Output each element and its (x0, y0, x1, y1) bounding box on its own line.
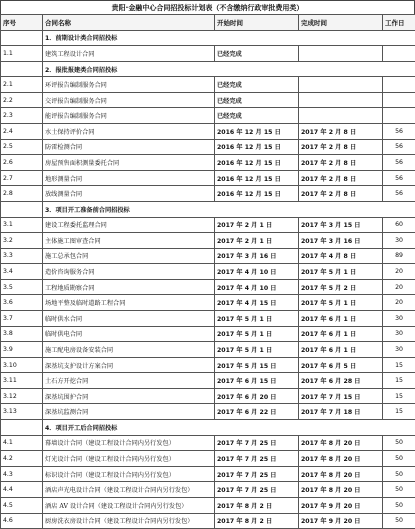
table-row (1, 248, 415, 264)
table-row (1, 279, 415, 295)
table-row (1, 124, 415, 140)
row-end-time: 2017 年 2 月 8 日 (299, 124, 383, 140)
row-contract-name: 临时供电合同 (43, 326, 215, 342)
row-end-time: 2017 年 9 月 20 日 (299, 497, 383, 513)
row-seq: 3.2 (1, 233, 43, 249)
row-end-time: 2017 年 5 月 1 日 (299, 264, 383, 280)
row-contract-name: 场地平整及临时道路工程合同 (43, 295, 215, 311)
row-start-time: 2016 年 12 月 15 日 (215, 186, 299, 202)
section-seq-cell (1, 420, 43, 436)
row-workdays: 60 (383, 217, 415, 233)
row-start-time: 已经完成 (215, 46, 299, 62)
row-end-time (299, 92, 383, 108)
row-contract-name: 房屋预售面积测量委托合同 (43, 155, 215, 171)
row-start-time: 2017 年 7 月 25 日 (215, 482, 299, 498)
table-row (1, 46, 415, 62)
row-start-time: 2017 年 5 月 1 日 (215, 310, 299, 326)
section-seq-cell (1, 30, 43, 46)
row-start-time: 2017 年 6 月 15 日 (215, 373, 299, 389)
table-row (1, 264, 415, 280)
row-seq: 2.6 (1, 155, 43, 171)
table-row (1, 404, 415, 420)
row-end-time: 2017 年 6 月 1 日 (299, 326, 383, 342)
row-workdays: 15 (383, 388, 415, 404)
row-workdays: 56 (383, 155, 415, 171)
row-workdays: 15 (383, 373, 415, 389)
row-start-time: 2017 年 6 月 22 日 (215, 404, 299, 420)
row-contract-name: 厨房洗衣房设计合同（建设工程设计合同内另行发包） (43, 513, 215, 529)
section-row (1, 61, 415, 77)
header-end-time: 完成时间 (299, 15, 383, 31)
table-row (1, 373, 415, 389)
row-contract-name: 交评报告编制服务合同 (43, 92, 215, 108)
row-workdays: 30 (383, 342, 415, 358)
section-seq-cell (1, 201, 43, 217)
row-contract-name: 环评报告编制服务合同 (43, 77, 215, 93)
row-workdays (383, 92, 415, 108)
row-seq: 3.13 (1, 404, 43, 420)
row-seq: 4.2 (1, 451, 43, 467)
row-end-time: 2017 年 3 月 15 日 (299, 217, 383, 233)
row-start-time: 2017 年 5 月 1 日 (215, 342, 299, 358)
row-start-time: 2017 年 8 月 2 日 (215, 513, 299, 529)
row-end-time: 2017 年 2 月 8 日 (299, 139, 383, 155)
row-end-time: 2017 年 7 月 18 日 (299, 404, 383, 420)
row-start-time: 2017 年 4 月 15 日 (215, 295, 299, 311)
row-seq: 4.3 (1, 466, 43, 482)
row-end-time: 2017 年 6 月 5 日 (299, 357, 383, 373)
row-seq: 4.4 (1, 482, 43, 498)
table-row (1, 170, 415, 186)
document-title: 贵阳·金融中心合同招投标计划表（不含缴纳行政审批费用类） (0, 0, 415, 14)
row-seq: 1.1 (1, 46, 43, 62)
row-contract-name: 酒店 AV 设计合同（建设工程设计合同内另行发包） (43, 497, 215, 513)
row-workdays: 15 (383, 404, 415, 420)
row-seq: 2.7 (1, 170, 43, 186)
row-workdays: 56 (383, 170, 415, 186)
row-contract-name: 标识设计合同（建设工程设计合同内另行发包） (43, 466, 215, 482)
row-seq: 3.9 (1, 342, 43, 358)
row-seq: 2.1 (1, 77, 43, 93)
table-row (1, 451, 415, 467)
row-seq: 3.7 (1, 310, 43, 326)
row-seq: 3.5 (1, 279, 43, 295)
row-contract-name: 地形测量合同 (43, 170, 215, 186)
table-row (1, 435, 415, 451)
row-seq: 4.5 (1, 497, 43, 513)
row-seq: 3.10 (1, 357, 43, 373)
table-row (1, 342, 415, 358)
table-row (1, 233, 415, 249)
row-start-time: 2017 年 6 月 20 日 (215, 388, 299, 404)
row-end-time: 2017 年 8 月 20 日 (299, 435, 383, 451)
row-seq: 2.2 (1, 92, 43, 108)
row-workdays: 50 (383, 435, 415, 451)
row-end-time: 2017 年 6 月 28 日 (299, 373, 383, 389)
row-seq: 2.4 (1, 124, 43, 140)
row-end-time: 2017 年 5 月 1 日 (299, 295, 383, 311)
section-title: 3．项目开工准备前合同招投标 (43, 201, 415, 217)
table-row (1, 77, 415, 93)
row-seq: 3.11 (1, 373, 43, 389)
section-row (1, 420, 415, 436)
row-start-time: 2016 年 12 月 15 日 (215, 124, 299, 140)
row-contract-name: 放线测量合同 (43, 186, 215, 202)
header-workdays: 工作日 (383, 15, 415, 31)
row-end-time (299, 46, 383, 62)
table-row (1, 139, 415, 155)
table-row (1, 155, 415, 171)
row-contract-name: 防雷检测合同 (43, 139, 215, 155)
section-seq-cell (1, 61, 43, 77)
row-seq: 3.6 (1, 295, 43, 311)
row-contract-name: 临时供水合同 (43, 310, 215, 326)
row-contract-name: 能评报告编制服务合同 (43, 108, 215, 124)
row-start-time: 2017 年 4 月 10 日 (215, 264, 299, 280)
row-contract-name: 施工总承包合同 (43, 248, 215, 264)
row-contract-name: 建设工程委托监理合同 (43, 217, 215, 233)
row-start-time: 已经完成 (215, 108, 299, 124)
header-contract-name: 合同名称 (43, 15, 215, 31)
row-contract-name: 主体施工图审查合同 (43, 233, 215, 249)
row-contract-name: 深基坑围护合同 (43, 388, 215, 404)
row-workdays: 56 (383, 124, 415, 140)
row-end-time: 2017 年 2 月 8 日 (299, 155, 383, 171)
section-title: 1．前期设计类合同招投标 (43, 30, 415, 46)
row-start-time: 2017 年 7 月 25 日 (215, 435, 299, 451)
row-start-time: 2017 年 3 月 16 日 (215, 248, 299, 264)
row-end-time (299, 108, 383, 124)
row-contract-name: 灯光设计合同（建设工程设计合同内另行发包） (43, 451, 215, 467)
row-workdays (383, 108, 415, 124)
table-row (1, 186, 415, 202)
row-start-time: 2017 年 4 月 10 日 (215, 279, 299, 295)
row-seq: 3.8 (1, 326, 43, 342)
section-title: 4．项目开工后合同招投标 (43, 420, 415, 436)
row-end-time: 2017 年 6 月 1 日 (299, 342, 383, 358)
row-workdays: 50 (383, 513, 415, 529)
row-start-time: 已经完成 (215, 77, 299, 93)
row-end-time: 2017 年 8 月 20 日 (299, 451, 383, 467)
row-workdays: 50 (383, 466, 415, 482)
row-seq: 4.6 (1, 513, 43, 529)
row-seq: 4.1 (1, 435, 43, 451)
row-contract-name: 施工配电房设备安装合同 (43, 342, 215, 358)
row-end-time (299, 77, 383, 93)
table-row (1, 295, 415, 311)
row-seq: 3.4 (1, 264, 43, 280)
row-workdays: 30 (383, 233, 415, 249)
row-seq: 2.8 (1, 186, 43, 202)
row-contract-name: 酒店声光电设计合同（建设工程设计合同内另行发包） (43, 482, 215, 498)
table-row (1, 513, 415, 529)
row-workdays: 89 (383, 248, 415, 264)
tender-plan-table (0, 14, 415, 529)
row-workdays (383, 77, 415, 93)
table-row (1, 482, 415, 498)
row-contract-name: 幕墙设计合同（建设工程设计合同内另行发包） (43, 435, 215, 451)
row-end-time: 2017 年 2 月 8 日 (299, 170, 383, 186)
header-start-time: 开始时间 (215, 15, 299, 31)
section-title: 2．报批报建类合同招投标 (43, 61, 415, 77)
row-contract-name: 水土保持评价合同 (43, 124, 215, 140)
row-workdays: 56 (383, 139, 415, 155)
row-end-time: 2017 年 4 月 8 日 (299, 248, 383, 264)
row-contract-name: 深基坑支护设计方案合同 (43, 357, 215, 373)
row-workdays: 20 (383, 264, 415, 280)
row-end-time: 2017 年 8 月 20 日 (299, 466, 383, 482)
row-contract-name: 土石方开挖合同 (43, 373, 215, 389)
table-row (1, 310, 415, 326)
row-workdays (383, 46, 415, 62)
table-row (1, 326, 415, 342)
row-end-time: 2017 年 3 月 16 日 (299, 233, 383, 249)
row-workdays: 56 (383, 186, 415, 202)
row-workdays: 50 (383, 451, 415, 467)
row-end-time: 2017 年 8 月 20 日 (299, 482, 383, 498)
table-body (1, 15, 415, 529)
row-start-time: 2017 年 7 月 25 日 (215, 451, 299, 467)
row-seq: 2.5 (1, 139, 43, 155)
row-start-time: 2017 年 7 月 25 日 (215, 466, 299, 482)
table-row (1, 466, 415, 482)
row-contract-name: 深基坑监测合同 (43, 404, 215, 420)
row-start-time: 2016 年 12 月 15 日 (215, 139, 299, 155)
row-start-time: 2017 年 2 月 1 日 (215, 233, 299, 249)
row-workdays: 20 (383, 279, 415, 295)
row-workdays: 50 (383, 497, 415, 513)
row-contract-name: 工程地质勘察合同 (43, 279, 215, 295)
table-row (1, 388, 415, 404)
table-row (1, 92, 415, 108)
row-seq: 3.3 (1, 248, 43, 264)
section-row (1, 201, 415, 217)
row-start-time: 2016 年 12 月 15 日 (215, 170, 299, 186)
table-row (1, 357, 415, 373)
row-seq: 3.12 (1, 388, 43, 404)
row-end-time: 2017 年 6 月 1 日 (299, 310, 383, 326)
row-workdays: 20 (383, 295, 415, 311)
header-seq: 序号 (1, 15, 43, 31)
row-start-time: 2017 年 5 月 15 日 (215, 357, 299, 373)
row-start-time: 2017 年 8 月 2 日 (215, 497, 299, 513)
row-contract-name: 建筑工程设计合同 (43, 46, 215, 62)
table-row (1, 108, 415, 124)
row-workdays: 50 (383, 482, 415, 498)
row-start-time: 2017 年 5 月 1 日 (215, 326, 299, 342)
row-end-time: 2017 年 7 月 15 日 (299, 388, 383, 404)
table-row (1, 217, 415, 233)
row-workdays: 15 (383, 357, 415, 373)
row-end-time: 2017 年 5 月 2 日 (299, 279, 383, 295)
row-start-time: 2016 年 12 月 15 日 (215, 155, 299, 171)
table-header-row (1, 15, 415, 31)
row-start-time: 2017 年 2 月 1 日 (215, 217, 299, 233)
section-row (1, 30, 415, 46)
row-start-time: 已经完成 (215, 92, 299, 108)
row-end-time: 2017 年 2 月 8 日 (299, 186, 383, 202)
row-workdays: 30 (383, 310, 415, 326)
row-workdays: 30 (383, 326, 415, 342)
row-seq: 3.1 (1, 217, 43, 233)
row-end-time: 2017 年 9 月 20 日 (299, 513, 383, 529)
row-contract-name: 造价咨询服务合同 (43, 264, 215, 280)
row-seq: 2.3 (1, 108, 43, 124)
